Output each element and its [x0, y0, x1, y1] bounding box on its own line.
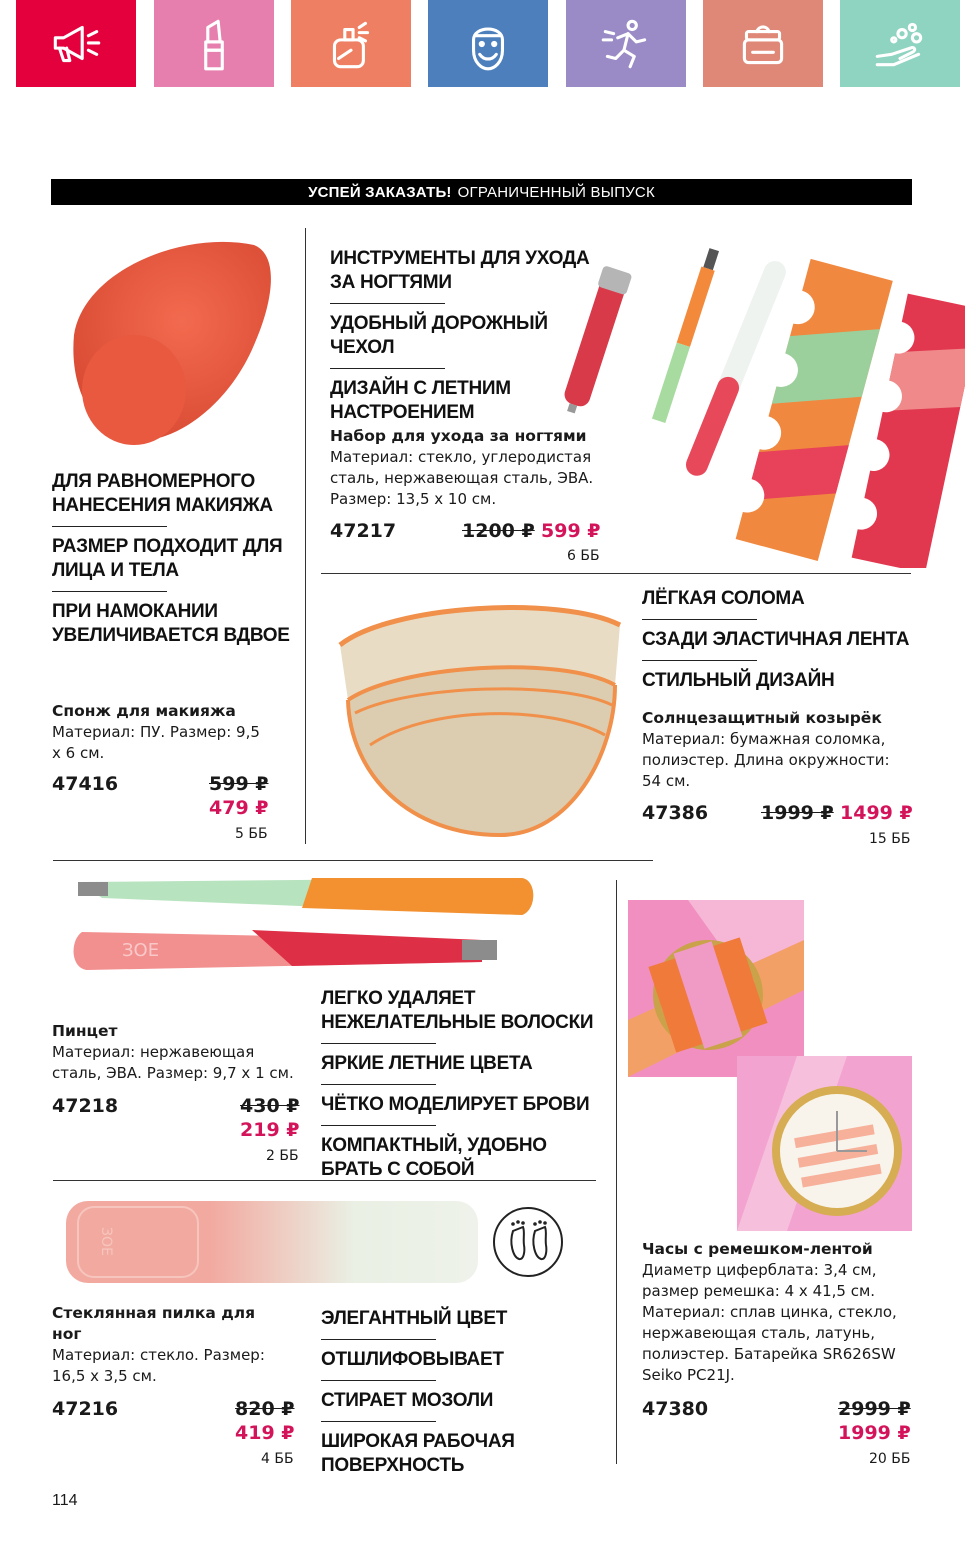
old-price: 599 ₽ — [209, 773, 269, 795]
feature-text: ЧЁТКО МОДЕЛИРУЕТ БРОВИ — [321, 1094, 590, 1115]
old-price: 430 ₽ — [240, 1095, 300, 1117]
feature-text: СТИЛЬНЫЙ ДИЗАЙН — [642, 670, 835, 691]
tab-skincare[interactable] — [703, 0, 823, 87]
footfile-product — [52, 1303, 282, 1387]
sponge-info — [52, 470, 297, 648]
watch-front-image — [737, 1056, 912, 1231]
sponge-product — [52, 701, 272, 764]
feature-text: СТИРАЕТ МОЗОЛИ — [321, 1390, 494, 1411]
tab-fragrance[interactable] — [291, 0, 411, 87]
product-description: Материал: стекло, углеродистая сталь, нержавеющая сталь, ЭВА. Размер: 13,5 х 10 см. — [330, 448, 594, 508]
feature-separator — [52, 591, 167, 592]
feature-separator — [321, 1125, 436, 1126]
nail-tools-image — [555, 228, 965, 568]
feature-separator — [330, 368, 445, 369]
product-description: Материал: ПУ. Размер: 9,5 х 6 см. — [52, 723, 260, 762]
new-price: 479 ₽ — [209, 797, 269, 819]
feature-text: КОМПАКТНЫЙ, УДОБНО БРАТЬ С СОБОЙ — [321, 1135, 547, 1180]
footfile-info — [321, 1307, 576, 1478]
product-name: Пинцет — [52, 1022, 118, 1040]
divider — [305, 228, 306, 844]
bonus-points: 6 ББ — [567, 548, 600, 564]
feature-separator — [321, 1421, 436, 1422]
watch-product — [642, 1239, 912, 1386]
banner-bold-text: УСПЕЙ ЗАКАЗАТЬ! — [308, 183, 452, 201]
product-code: 47416 — [52, 773, 119, 795]
feature-text: ЛЕГКО УДАЛЯЕТ НЕЖЕЛАТЕЛЬНЫЕ ВОЛОСКИ — [321, 988, 594, 1033]
new-price: 1999 ₽ — [838, 1422, 911, 1444]
bath-hand-icon — [869, 13, 931, 75]
limited-edition-banner — [51, 179, 912, 205]
product-code: 47380 — [642, 1398, 709, 1420]
tweezers-info — [321, 987, 596, 1182]
feature-separator — [52, 526, 167, 527]
product-code: 47216 — [52, 1398, 119, 1420]
feature-text: ИНСТРУМЕНТЫ ДЛЯ УХОДА ЗА НОГТЯМИ — [330, 248, 590, 293]
watch-back-image — [628, 900, 804, 1077]
tab-promo[interactable] — [16, 0, 136, 87]
product-code: 47217 — [330, 520, 397, 542]
feature-text: ДЛЯ РАВНОМЕРНОГО НАНЕСЕНИЯ МАКИЯЖА — [52, 471, 273, 516]
man-face-icon — [457, 13, 519, 75]
sponge-image — [64, 240, 284, 450]
product-description: Материал: нержавеющая сталь, ЭВА. Размер: 9,7 х 1 см. — [52, 1043, 294, 1082]
tweezers-image — [62, 870, 542, 980]
old-price: 2999 ₽ — [838, 1398, 911, 1420]
product-code: 47386 — [642, 802, 709, 824]
product-description: Диаметр циферблата: 3,4 см, размер ремешка: 4 х 41,5 см. Материал: сплав цинка, стекло, нержавеющая сталь, латунь, полиэстер. Батарейка SR626SW Seiko PC21J. — [642, 1261, 897, 1384]
product-name: Набор для ухода за ногтями — [330, 427, 587, 445]
feet-icon — [491, 1205, 565, 1279]
feature-text: ПРИ НАМОКАНИИ УВЕЛИЧИВАЕТСЯ ВДВОЕ — [52, 601, 290, 646]
feature-separator — [642, 619, 757, 620]
nails-info — [330, 247, 590, 425]
feature-text: ОТШЛИФОВЫВАЕТ — [321, 1349, 504, 1370]
feature-separator — [321, 1380, 436, 1381]
feature-separator — [330, 303, 445, 304]
new-price: 219 ₽ — [240, 1119, 300, 1141]
lipstick-icon — [183, 13, 245, 75]
cream-jar-icon — [732, 13, 794, 75]
feature-text: РАЗМЕР ПОДХОДИТ ДЛЯ ЛИЦА И ТЕЛА — [52, 536, 283, 581]
visor-product — [642, 708, 912, 792]
bonus-points: 5 ББ — [235, 826, 268, 842]
page-number: 114 — [52, 1492, 78, 1509]
tab-sport[interactable] — [566, 0, 686, 87]
visor-info — [642, 587, 912, 693]
perfume-icon — [320, 13, 382, 75]
feature-text: ЭЛЕГАНТНЫЙ ЦВЕТ — [321, 1308, 508, 1329]
bonus-points: 20 ББ — [869, 1451, 911, 1467]
feature-separator — [321, 1339, 436, 1340]
megaphone-icon — [45, 13, 107, 75]
visor-image — [330, 585, 630, 845]
feature-text: ЯРКИЕ ЛЕТНИЕ ЦВЕТА — [321, 1053, 533, 1074]
divider — [53, 860, 653, 861]
old-price: 820 ₽ — [235, 1398, 295, 1420]
product-name: Часы с ремешком-лентой — [642, 1240, 873, 1258]
product-name: Солнцезащитный козырёк — [642, 709, 882, 727]
engraving-text: ЗОЕ — [98, 1227, 114, 1256]
tab-body[interactable] — [840, 0, 960, 87]
product-name: Спонж для макияжа — [52, 702, 236, 720]
runner-icon — [595, 13, 657, 75]
product-description: Материал: бумажная соломка, полиэстер. Длина окружности: 54 см. — [642, 730, 890, 790]
feature-separator — [321, 1043, 436, 1044]
svg-text:ЗОЕ: ЗОЕ — [122, 940, 160, 961]
product-code: 47218 — [52, 1095, 119, 1117]
bonus-points: 15 ББ — [869, 831, 911, 847]
divider — [321, 573, 911, 574]
divider — [616, 880, 617, 1464]
feature-separator — [321, 1084, 436, 1085]
tab-makeup[interactable] — [154, 0, 274, 87]
feature-text: ЛЁГКАЯ СОЛОМА — [642, 588, 805, 609]
feature-text: СЗАДИ ЭЛАСТИЧНАЯ ЛЕНТА — [642, 629, 910, 650]
tab-men[interactable] — [428, 0, 548, 87]
foot-file-image — [62, 1197, 482, 1287]
feature-text: ШИРОКАЯ РАБОЧАЯ ПОВЕРХНОСТЬ — [321, 1431, 515, 1476]
feature-text: УДОБНЫЙ ДОРОЖНЫЙ ЧЕХОЛ — [330, 313, 548, 358]
product-description: Материал: стекло. Размер: 16,5 х 3,5 см. — [52, 1346, 265, 1385]
tweezers-product — [52, 1021, 307, 1084]
feature-text: ДИЗАЙН С ЛЕТНИМ НАСТРОЕНИЕМ — [330, 378, 511, 423]
product-name: Стеклянная пилка для ног — [52, 1304, 256, 1343]
old-price: 1200 ₽ — [462, 520, 535, 542]
old-price: 1999 ₽ — [761, 802, 834, 824]
new-price: 1499 ₽ — [840, 802, 913, 824]
feature-separator — [642, 660, 757, 661]
bonus-points: 2 ББ — [266, 1148, 299, 1164]
banner-text: ОГРАНИЧЕННЫЙ ВЫПУСК — [457, 183, 655, 201]
new-price: 599 ₽ — [541, 520, 601, 542]
new-price: 419 ₽ — [235, 1422, 295, 1444]
bonus-points: 4 ББ — [261, 1451, 294, 1467]
